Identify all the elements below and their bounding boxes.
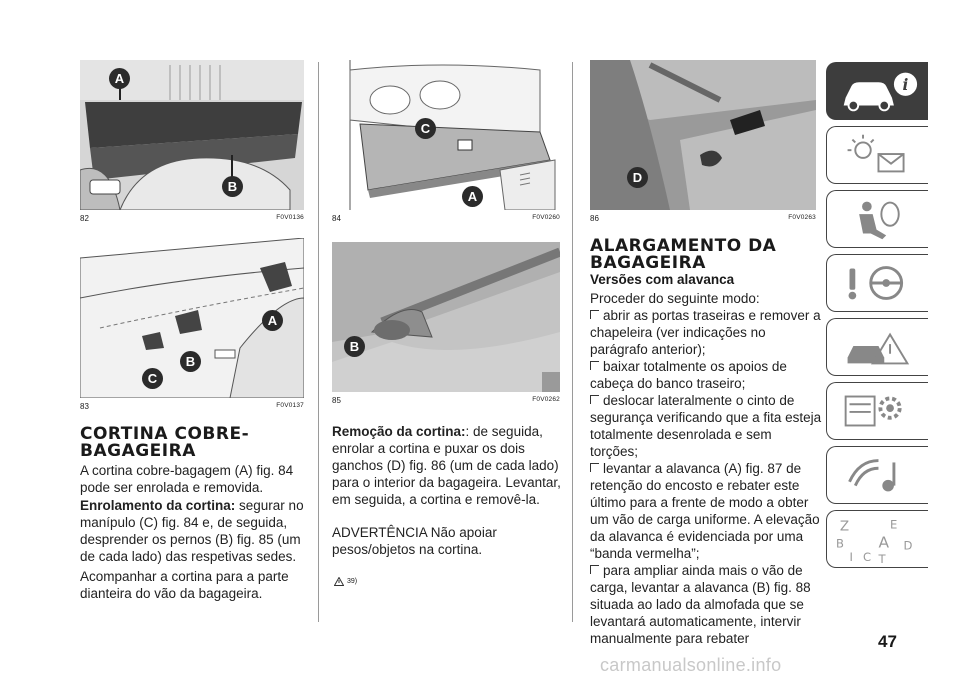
tab-steering-wheel[interactable]	[826, 254, 928, 312]
enrolamento-text: segurar no manípulo (C) fig. 84 e, de seguida, desprender os pernos (B) fig. 85 (um de cada lado) das respetivas sedes.	[80, 498, 304, 564]
remocao-paragraph	[332, 423, 562, 508]
tab-letter: I	[849, 550, 853, 565]
svg-text:i: i	[902, 76, 909, 95]
figure-82-code: F0V0136	[276, 214, 304, 221]
figure-84-number: 84	[332, 214, 341, 223]
tab-letter: E	[890, 517, 898, 532]
acompanhar-paragraph: Acompanhar a cortina para a parte dianteira do vão da bagageira.	[80, 569, 289, 601]
remocao-text: : de seguida, enrolar a cortina e puxar os dois ganchos (D) fig. 86 (um de cada lado) para o interior da bagageira. Levantar, em seguida, a cortina e removê-la.	[332, 424, 561, 507]
list-item: para ampliar ainda mais o vão de carga, levantar a alavanca (B) fig. 88 situada ao lado da almofada que se levantará automaticamente, intervir manualmente para rebater	[590, 563, 811, 646]
tab-letter: D	[903, 538, 913, 553]
tab-airbag-seat[interactable]	[826, 190, 928, 248]
figure-86-image	[590, 60, 816, 210]
maintenance-gear-icon	[827, 383, 928, 439]
enrolamento-label: Enrolamento da cortina:	[80, 498, 236, 513]
warning-triangle-icon	[334, 577, 344, 586]
tab-letter: A	[878, 533, 890, 552]
dashboard-lights-icon	[827, 127, 928, 183]
warning-reference	[334, 577, 357, 586]
list-item: deslocar lateralmente o cinto de segurança verificando que a fita esteja totalmente desenrolada e sem torções;	[590, 393, 822, 459]
bullet-marker-icon	[590, 361, 599, 370]
figure-82-number: 82	[80, 214, 89, 223]
figure-83-number: 83	[80, 402, 89, 411]
enrolamento-paragraph	[80, 497, 308, 565]
bullet-marker-icon	[590, 565, 599, 574]
tab-letter: T	[878, 552, 886, 567]
tab-alphabet-index[interactable]	[826, 510, 928, 568]
column-divider-1	[318, 62, 319, 622]
tab-letter: Z	[839, 518, 850, 535]
callout-c-fig84: C	[415, 118, 436, 139]
bullet-marker-icon	[590, 395, 599, 404]
section-heading-cortina: CORTINA COBRE- BAGAGEIRA	[80, 424, 250, 461]
bullet-marker-icon	[590, 310, 599, 319]
callout-b-fig83: B	[180, 351, 201, 372]
callout-a-fig82: A	[109, 68, 130, 89]
watermark-text: carmanualsonline.info	[600, 655, 782, 675]
remocao-label: Remoção da cortina:	[332, 424, 466, 439]
callout-a-fig84: A	[462, 186, 483, 207]
callout-c-fig83: C	[142, 368, 163, 389]
tab-car-info[interactable]	[826, 62, 928, 120]
figure-84-code: F0V0260	[532, 214, 560, 221]
callout-b-fig85: B	[344, 336, 365, 357]
figure-84-caption	[332, 214, 560, 223]
alphabet-index-icon	[827, 511, 928, 567]
list-item: baixar totalmente os apoios de cabeça do banco traseiro;	[590, 359, 787, 391]
steering-wheel-icon	[827, 255, 928, 311]
figure-85-number: 85	[332, 396, 341, 405]
callout-a-fig83: A	[262, 310, 283, 331]
tab-letter: C	[863, 550, 872, 565]
callout-b-fig82: B	[222, 176, 243, 197]
figure-85-image	[332, 242, 560, 392]
tab-warning-car[interactable]	[826, 318, 928, 376]
figure-85-code: F0V0262	[532, 396, 560, 403]
list-item: abrir as portas traseiras e remover a chapeleira (ver indicações no parágrafo anterior);	[590, 308, 821, 357]
advertencia-paragraph: ADVERTÊNCIA Não apoiar pesos/objetos na cortina.	[332, 525, 497, 557]
figure-85-caption	[332, 396, 560, 405]
list-item: levantar a alavanca (A) fig. 87 de retenção do encosto e rebater este último para a frente de modo a obter um vão de carga uniforme. A elevação da alavanca é evidenciada por uma “banda vermelha”;	[590, 461, 820, 561]
multimedia-icon	[827, 447, 928, 503]
figure-86-caption	[590, 214, 816, 223]
subheading-versoes: Versões com alavanca	[590, 272, 735, 287]
figure-86-code: F0V0263	[788, 214, 816, 221]
figure-83-code: F0V0137	[276, 402, 304, 409]
warning-ref-number: 39)	[347, 578, 358, 585]
figure-83-caption	[80, 402, 304, 411]
figure-86-number: 86	[590, 214, 599, 223]
cortina-intro-paragraph: A cortina cobre-bagagem (A) fig. 84 pode ser enrolada e removida.	[80, 463, 294, 495]
alargamento-intro: Proceder do seguinte modo:	[590, 291, 760, 306]
bullet-marker-icon	[590, 463, 599, 472]
callout-d-fig86: D	[627, 167, 648, 188]
alargamento-bullets	[590, 307, 822, 647]
airbag-seat-icon	[827, 191, 928, 247]
figure-84-image	[330, 60, 560, 210]
page-number: 47	[878, 632, 897, 651]
column-divider-2	[572, 62, 573, 622]
section-heading-alargamento: ALARGAMENTO DA BAGAGEIRA	[590, 236, 777, 273]
figure-82-caption	[80, 214, 304, 223]
tab-maintenance-gear[interactable]	[826, 382, 928, 440]
warning-car-icon	[827, 319, 928, 375]
car-info-icon	[827, 63, 928, 119]
tab-letter: B	[835, 536, 844, 551]
tab-dashboard-lights[interactable]	[826, 126, 928, 184]
tab-multimedia[interactable]	[826, 446, 928, 504]
